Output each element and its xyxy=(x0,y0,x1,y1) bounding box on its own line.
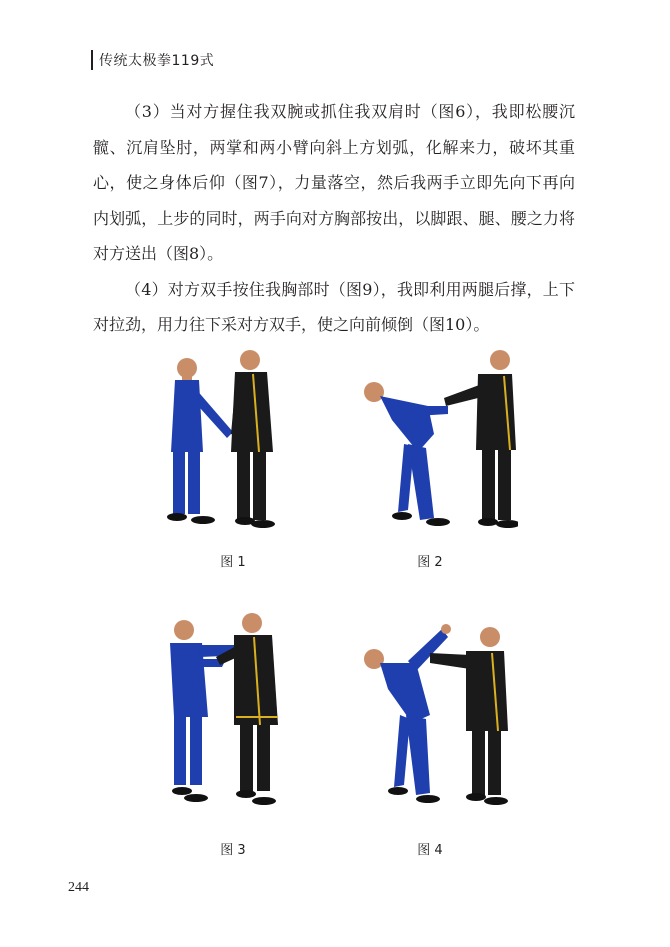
figure-2-caption: 图 2 xyxy=(417,555,443,570)
header-divider xyxy=(91,50,93,70)
paragraph-4: （4）对方双手按住我胸部时（图9），我即利用两腿后撑，上下对拉劲，用力往下采对方双手，使之向前倾倒（图10）。 xyxy=(93,279,575,334)
body-text xyxy=(93,94,575,343)
figure-4-caption: 图 4 xyxy=(417,843,443,858)
figure-1-photo xyxy=(155,340,315,535)
figure-2-photo xyxy=(358,340,518,535)
figure-3-photo xyxy=(160,605,320,800)
running-header xyxy=(91,49,214,71)
page-number: 244 xyxy=(68,880,89,895)
figure-4-photo xyxy=(358,615,518,810)
paragraph-3: （3）当对方握住我双腕或抓住我双肩时（图6），我即松腰沉髋、沉肩坠肘，两掌和两小臂向斜上方划弧，化解来力，破坏其重心，使之身体后仰（图7），力量落空，然后我两手立即先向下再向内划弧，上步的同时，两手向对方胸部按出，以脚跟、腿、腰之力将对方送出（图8）。 xyxy=(93,102,575,263)
figure-3-caption: 图 3 xyxy=(220,843,246,858)
figure-1-caption: 图 1 xyxy=(220,555,246,570)
book-title: 传统太极拳119式 xyxy=(99,53,215,69)
